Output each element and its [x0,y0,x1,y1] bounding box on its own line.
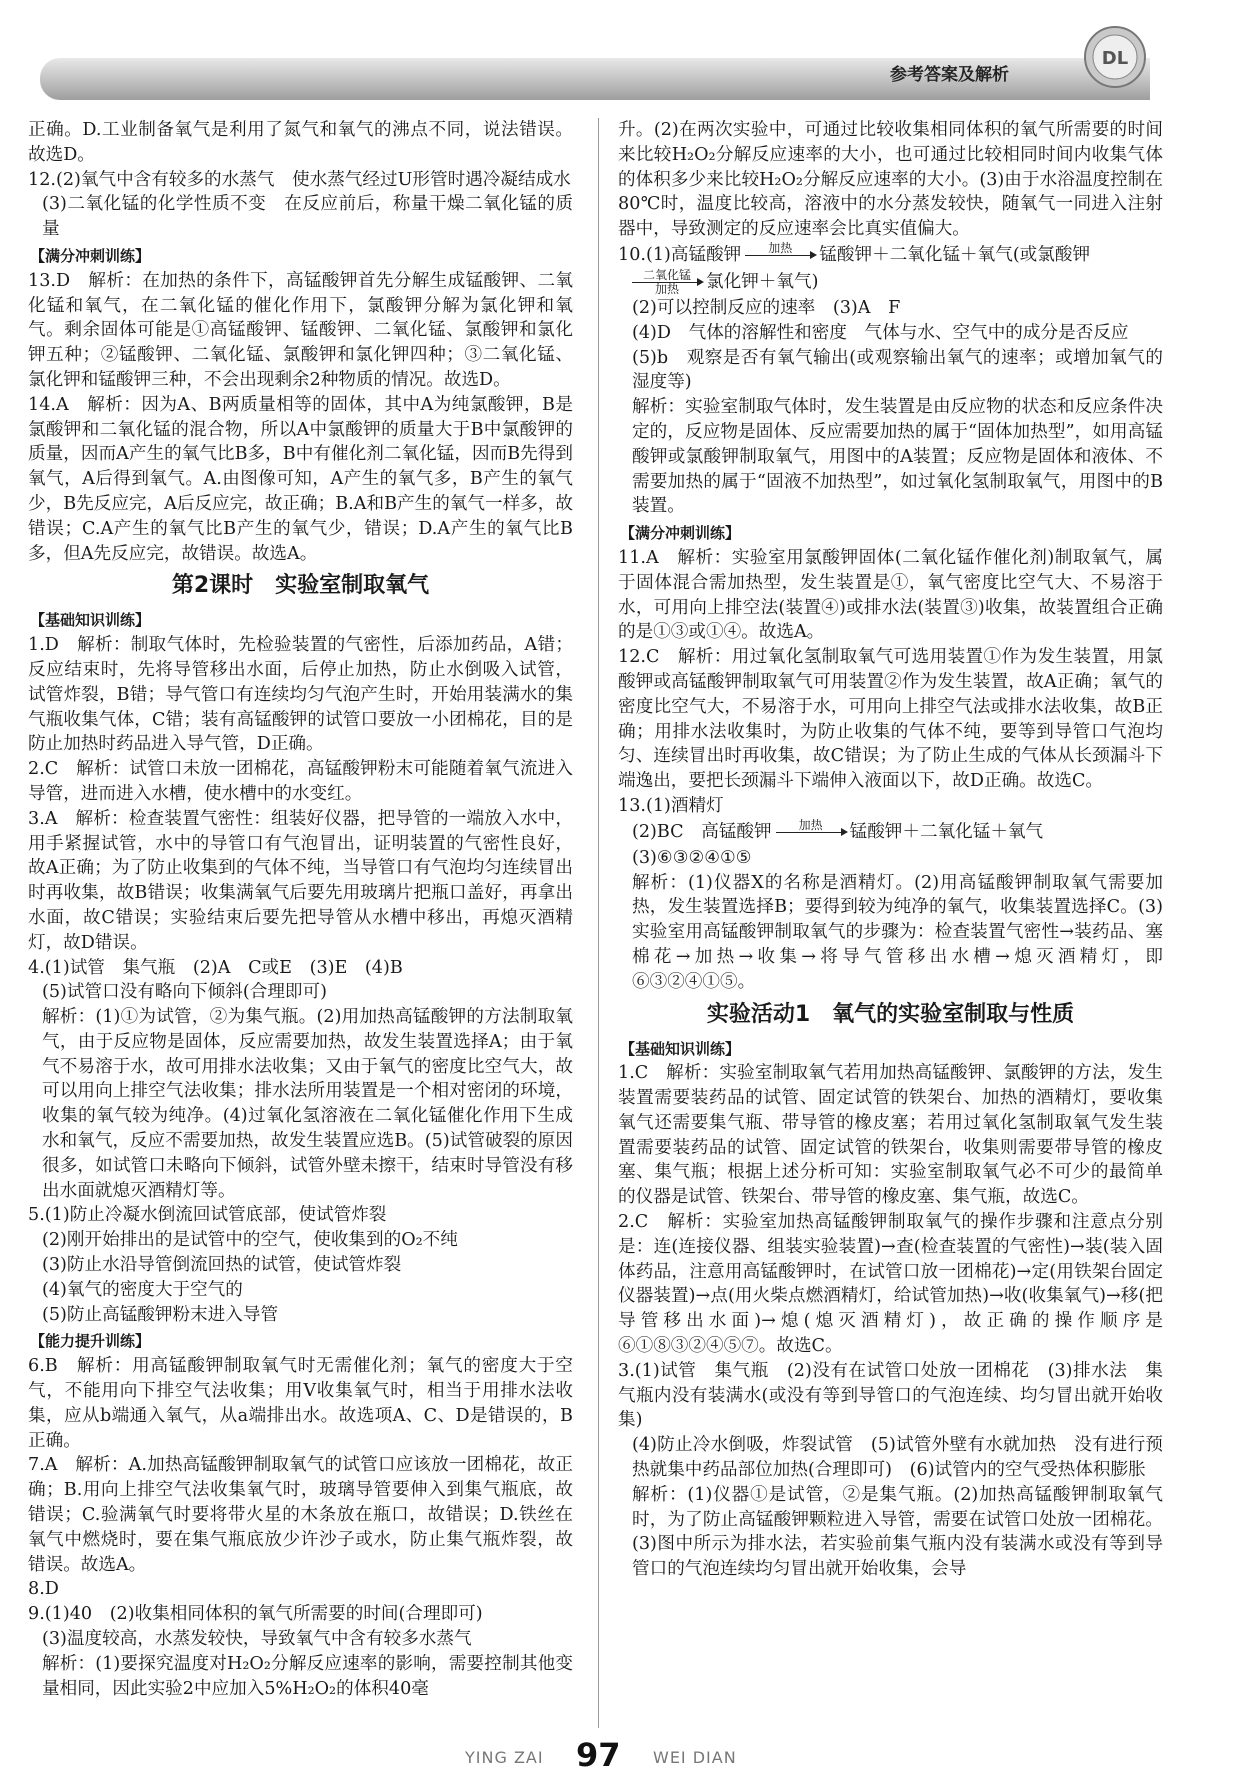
reaction-arrow-icon [632,269,702,296]
reaction-arrow-icon [745,242,815,269]
answer-10-2: (2)可以控制反应的速率 (3)A F [632,297,901,318]
answer-8: 8.D [28,1579,59,1600]
answer-1: 1.C 解析：实验室制取氧气若用加热高锰酸钾、氯酸钾的方法，发生装置需要装药品的试管、固定试管的铁架台、加热的酒精灯，要收集氧气还需要集气瓶、带导管的橡皮塞；若用过氧化氢制取氧气发生装置需要装药品的试管、固定试管的铁架台，收集则需要带导管的橡皮塞、集气瓶；根据上述分析可知：实验室制取氧气必不可少的最简单的仪器是试管、铁架台、带导管的橡皮塞、集气瓶，故选C。 [618,1063,1163,1208]
logo-icon [1080,22,1150,92]
answer-9-3: (3)温度较高，水蒸发较快，导致氧气中含有较多水蒸气 [42,1629,472,1650]
reaction-arrow-icon [776,819,846,846]
equation-text: 氯化钾＋氧气) [706,272,819,293]
answer-5-4: (4)氧气的密度大于空气的 [42,1279,243,1300]
answer-5: 5.(1)防止冷凝水倒流回试管底部，使试管炸裂 [28,1205,387,1226]
answer-9-analysis: 解析：(1)要探究温度对H₂O₂分解反应速率的影响，需要控制其他变量相同，因此实验2中应加入5%H₂O₂的体积40毫 [42,1653,573,1699]
answer-1: 1.D 解析：制取气体时，先检验装置的气密性，后添加药品，A错；反应结束时，先将导管移出水面，后停止加热，防止水倒吸入试管，试管炸裂，B错；导气管口有连续均匀气泡产生时，开始用装满水的集气瓶收集气体，C错；装有高锰酸钾的试管口要放一小团棉花，目的是防止加热时药品进入导气管，D正确。 [28,635,573,755]
answer-10-5: (5)b 观察是否有氧气输出(或观察输出氧气的速率；或增加氧气的湿度等) [632,347,1163,393]
section-title: 实验活动1 氧气的实验室制取与性质 [706,1001,1075,1027]
paragraph: 正确。D.工业制备氧气是利用了氮气和氧气的沸点不同，说法错误。故选D。 [28,120,573,165]
section-tag: 【 能力提升训练 】 [28,1329,152,1354]
column-divider [598,118,599,1728]
left-column [28,118,573,1701]
answer-12: 12.(2)氧气中含有较多的水蒸气 使水蒸气经过U形管时遇冷凝结成水 [28,169,571,190]
answer-13: 13.(1)酒精灯 [618,795,724,816]
answer-9: 9.(1)40 (2)收集相同体积的氧气所需要的时间(合理即可) [28,1604,483,1625]
answer-4-analysis: 解析：(1)①为试管，②为集气瓶。(2)用加热高锰酸钾的方法制取氧气，由于反应物是固体，反应需要加热，故发生装置选择A；由于氧气不易溶于水，故可用排水法收集；又由于氧气的密度比空气大，故可以用向上排空气法收集；排水法所用装置是一个相对密闭的环境，收集的氧气较为纯净。(4)过氧化氢溶液在二氧化锰催化作用下生成水和氧气，反应不需要加热，故发生装置应选B。(5)试管破裂的原因很多，如试管口未略向下倾斜，试管外壁未擦干，结束时导管没有移出水面就熄灭酒精灯等。 [42,1007,573,1201]
condition: 加热 [654,281,679,296]
logo-text: DL [1101,48,1129,69]
answer-5-2: (2)刚开始排出的是试管中的空气，使收集到的O₂不纯 [42,1230,458,1251]
section-tag: 【 基础知识训练 】 [28,608,152,633]
condition: 二氧化锰 [642,267,691,282]
answer-12: 12.C 解析：用过氧化氢制取氧气可选用装置①作为发生装置，用氯酸钾或高锰酸钾制取氧气可用装置②作为发生装置，故A正确；氧气的密度比空气大，不易溶于水，可用向上排空气法或排水法收集，故B正确；用排水法收集时，为防止收集的气体不纯，要等到导管口气泡均匀、连续冒出时再收集，故C错误；为了防止生成的气体从长颈漏斗下端逸出，要把长颈漏斗下端伸入液面以下，故D正确。故选C。 [618,647,1163,792]
page-number: 97 [576,1736,621,1774]
answer-2: 2.C 解析：试管口未放一团棉花，高锰酸钾粉末可能随着氧气流进入导管，进而进入水槽，使水槽中的水变红。 [28,759,573,804]
equation [618,819,1163,846]
section-title: 第2课时 实验室制取氧气 [171,573,430,599]
footer-right: WEI DIAN [653,1748,737,1767]
section-tag: 【 满分冲刺训练 】 [28,244,152,269]
equation-text: 锰酸钾＋二氧化锰＋氧气 [849,821,1044,842]
page-footer [0,1736,1250,1774]
answer-14: 14.A 解析：因为A、B两质量相等的固体，其中A为纯氯酸钾，B是氯酸钾和二氧化锰的混合物，所以A中氯酸钾的质量大于B中氯酸钾的质量，因而A产生的氧气比B多，B中有催化剂二氧化锰，因而B先得到氧气，A后得到氧气。A.由图像可知，A产生的氧气多，B产生的氧气少，B先反应完，A后反应完，故正确；B.A和B产生的氧气一样多，故错误；C.A产生的氧气比B产生的氧气少，错误；D.A产生的氧气比B多，但A先反应完，故错误。故选A。 [28,394,573,564]
answer-6: 6.B 解析：用高锰酸钾制取氧气时无需催化剂；氧气的密度大于空气，不能用向下排空气法收集；用V收集氧气时，相当于用排水法收集，应从b端通入氧气，从a端排出水。故选项A、C、D是错误的，B正确。 [28,1356,573,1451]
paragraph: 升。(2)在两次实验中，可通过比较收集相同体积的氧气所需要的时间来比较H₂O₂分解反应速率的大小，也可通过比较相同时间内收集气体的体积多少来比较H₂O₂分解反应速率的大小。(3)由于水浴温度控制在80℃时，温度比较高，溶液中的水分蒸发较快，随氧气一同进入注射器中，导致测定的反应速率会比真实值偏大。 [618,120,1163,240]
answer-10-analysis: 解析：实验室制取气体时，发生装置是由反应物的状态和反应条件决定的，反应物是固体、反应需要加热的属于“固体加热型”，如用高锰酸钾或氯酸钾制取氧气，用图中的A装置；反应物是固体和液体、不需要加热的属于“固液不加热型”，如过氧化氢制取氧气，用图中的B装置。 [632,397,1163,517]
answer-10-4: (4)D 气体的溶解性和密度 气体与水、空气中的成分是否反应 [632,322,1129,343]
answer-4: 4.(1)试管 集气瓶 (2)A C或E (3)E (4)B [28,957,403,978]
equation [618,269,1163,296]
answer-2: 2.C 解析：实验室加热高锰酸钾制取氧气的操作步骤和注意点分别是：连(连接仪器、组装实验装置)→查(检查装置的气密性)→装(装入固体药品，注意用高锰酸钾时，在试管口放一团棉花)→定(用铁架台固定仪器装置)→点(用火柴点燃酒精灯，给试管加热)→收(收集氧气)→移(把导管移出水面)→熄(熄灭酒精灯)，故正确的操作顺序是⑥①⑧③②④⑤⑦。故选C。 [618,1212,1163,1357]
section-tag: 【 满分冲刺训练 】 [618,521,742,546]
answer-13-analysis: 解析：(1)仪器X的名称是酒精灯。(2)用高锰酸钾制取氧气需要加热，发生装置选择B；要得到较为纯净的氧气，收集装置选择C。(3)实验室用高锰酸钾制取氧气的步骤为：检查装置气密性→装药品、塞棉花→加热→收集→将导气管移出水槽→熄灭酒精灯，即⑥③②④①⑤。 [632,872,1163,992]
answer-3-4: (4)防止冷水倒吸，炸裂试管 (5)试管外壁有水就加热 没有进行预热就集中药品部位加热(合理即可) (6)试管内的空气受热体积膨胀 [632,1435,1163,1481]
answer-13-3: (3)⑥③②④①⑤ [632,847,752,868]
equation-text: (2)BC 高锰酸钾 [632,821,772,842]
equation-text: 10.(1)高锰酸钾 [618,245,742,266]
answer-5-3: (3)防止水沿导管倒流回热的试管，使试管炸裂 [42,1255,402,1276]
equation-text: 锰酸钾＋二氧化锰＋氧气(或氯酸钾 [819,245,1091,266]
right-column [618,118,1163,1582]
answer-5-5: (5)防止高锰酸钾粉末进入导管 [42,1304,279,1325]
condition: 加热 [798,817,823,832]
answer-12-3: (3)二氧化锰的化学性质不变 在反应前后，称量干燥二氧化锰的质量 [42,194,573,240]
answer-3: 3.A 解析：检查装置气密性：组装好仪器，把导管的一端放入水中，用手紧握试管，水中的导管口有气泡冒出，证明装置的气密性良好，故A正确；为了防止收集到的气体不纯，当导管口有气泡均匀连续冒出时再收集，故B错误；收集满氧气后要先用玻璃片把瓶口盖好，再拿出水面，故C错误；实验结束后要先把导管从水槽中移出，再熄灭酒精灯，故D错误。 [28,808,573,953]
answer-3-analysis: 解析：(1)仪器①是试管，②是集气瓶。(2)加热高锰酸钾制取氧气时，为了防止高锰酸钾颗粒进入导管，需要在试管口处放一团棉花。(3)图中所示为排水法，若实验前集气瓶内没有装满水或没有等到导管口的气泡连续均匀冒出就开始收集，会导 [632,1484,1163,1580]
equation [618,242,1163,269]
footer-left: YING ZAI [465,1748,544,1767]
answer-4-5: (5)试管口没有略向下倾斜(合理即可) [42,982,327,1003]
answer-3: 3.(1)试管 集气瓶 (2)没有在试管口处放一团棉花 (3)排水法 集气瓶内没有装满水(或没有等到导管口的气泡连续、均匀冒出就开始收集) [618,1360,1163,1431]
answer-13: 13.D 解析：在加热的条件下，高锰酸钾首先分解生成锰酸钾、二氧化锰和氧气，在二氧化锰的催化作用下，氯酸钾分解为氯化钾和氧气。剩余固体可能是①高锰酸钾、锰酸钾、二氧化锰、氯酸钾和氯化钾五种；②锰酸钾、二氧化锰、氯酸钾和氯化钾四种；③二氧化锰、氯化钾和锰酸钾三种，不会出现剩余2种物质的情况。故选D。 [28,270,573,390]
header-title: 参考答案及解析 [890,65,1009,85]
answer-7: 7.A 解析：A.加热高锰酸钾制取氧气的试管口应该放一团棉花，故正确；B.用向上排空气法收集氧气时，玻璃导管要伸入到集气瓶底，故错误；C.验满氧气时要将带火星的木条放在瓶口，故错误；D.铁丝在氧气中燃烧时，要在集气瓶底放少许沙子或水，防止集气瓶炸裂，故错误。故选A。 [28,1455,573,1575]
section-tag: 【 基础知识训练 】 [618,1037,742,1062]
condition: 加热 [768,240,793,255]
answer-11: 11.A 解析：实验室用氯酸钾固体(二氧化锰作催化剂)制取氧气，属于固体混合需加热型，发生装置是①，氧气密度比空气大、不易溶于水，可用向上排空法(装置④)或排水法(装置③)收集，故装置组合正确的是①③或①④。故选A。 [618,547,1163,643]
